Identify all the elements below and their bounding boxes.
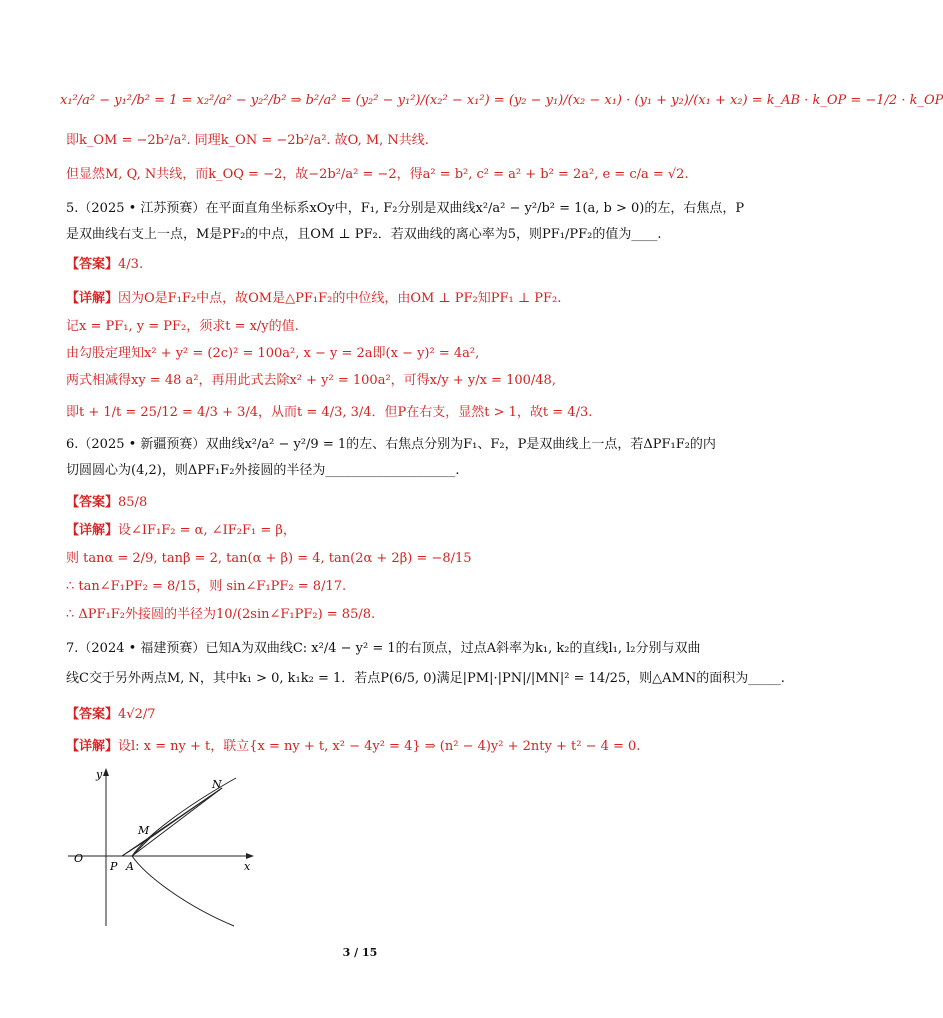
problem-5-detail-4: 两式相减得xy = 48 a²，再用此式去除x² + y² = 100a²，可得x/y + y/x = 100/48, [66,373,556,388]
answer-tag: 【答案】 [66,495,119,510]
detail-text: 设∠IF₁F₂ = α, ∠IF₂F₁ = β， [118,523,296,538]
label-y: y [96,768,103,781]
line-AN [132,788,222,856]
line-PN [122,788,222,856]
problem-5-line2: 是双曲线右支上一点，M是PF₂的中点，且OM ⊥ PF₂．若双曲线的离心率为5，则PF₁/PF₂的值为____. [66,227,662,242]
problem-7-detail-1 [66,738,660,756]
answer-tag: 【答案】 [66,257,119,272]
problem-6-detail-3: ∴ tan∠F₁PF₂ = 8/15，则 sin∠F₁PF₂ = 8/17. [66,579,347,594]
label-A: A [126,860,134,873]
problem-7-line2: 线C交于另外两点M, N，其中k₁ > 0, k₁k₂ = 1．若点P(6/5, 0)满足|PM|·|PN|/|MN|² = 14/25，则△AMN的面积为_____. [66,671,785,686]
problem-6-source: （2025 • 新疆预赛） [78,437,206,452]
y-axis-arrow [103,768,109,776]
label-N: N [212,778,222,791]
answer-value: 4/3. [118,257,144,272]
detail-text: 设l: x = ny + t，联立{x = ny + t, x² − 4y² = 4} ⇒ (n² − 4)y² + 2nty + t² − 4 = 0. [118,739,641,754]
problem-6-answer [66,494,660,512]
problem-5-text1: 在平面直角坐标系xOy中，F₁, F₂分别是双曲线x²/a² − y²/b² = 1(a, b > 0)的左，右焦点，P [205,201,745,216]
problem-7-line1 [66,640,701,658]
answer-value: 4√2/7 [118,707,156,722]
detail-tag: 【详解】 [66,523,119,538]
problem-5-number: 5. [66,201,79,216]
problem-5-line1 [66,200,745,218]
problem-6-number: 6. [66,437,79,452]
answer-tag: 【答案】 [66,707,119,722]
problem-5-answer [66,256,660,274]
problem-5-detail-5: 即t + 1/t = 25/12 = 4/3 + 3/4，从而t = 4/3, 3/4．但P在右支，显然t > 1，故t = 4/3. [66,405,593,420]
problem-6-line2: 切圆圆心为(4,2)，则ΔPF₁F₂外接圆的半径为____________________. [66,463,460,478]
label-O: O [74,852,84,865]
problem-5-source: （2025 • 江苏预赛） [78,201,206,216]
hyperbola-figure [66,766,266,932]
x-axis-arrow [246,853,254,859]
problem-7-text1: 已知A为双曲线C: x²/4 − y² = 1的右顶点，过点A斜率为k₁, k₂的直线l₁, l₂分别与双曲 [205,641,701,656]
detail-text: 因为O是F₁F₂中点，故OM是△PF₁F₂的中位线，由OM ⊥ PF₂知PF₁ ⊥ PF₂. [118,291,562,306]
problem-5-detail-2: 记x = PF₁, y = PF₂，须求t = x/y的值. [66,319,299,334]
problem-6-detail-4: ∴ ΔPF₁F₂外接圆的半径为10/(2sin∠F₁PF₂) = 85/8. [66,607,376,622]
problem-6-line1 [66,436,716,454]
top-formula: x₁²/a² − y₁²/b² = 1 = x₂²/a² − y₂²/b² ⇒ b²/a² = (y₂² − y₁²)/(x₂² − x₁²) = (y₂ − y₁)/(x₂ − x₁) · (y₁ + y₂)/(x₁ + x₂) = k_AB · k_OP = −1/2 · k_OP [60,93,943,108]
problem-6-detail-1 [66,522,660,540]
page-number: 3 / 15 [342,946,378,959]
problem-5-detail-3: 由勾股定理知x² + y² = (2c)² = 100a², x − y = 2a即(x − y)² = 4a², [66,346,480,361]
problem-7-answer [66,706,660,724]
kom-line: 即k_OM = −2b²/a². 同理k_ON = −2b²/a². 故O, M, N共线. [66,133,429,148]
detail-tag: 【详解】 [66,739,119,754]
problem-7-number: 7. [66,641,79,656]
problem-6-text1: 双曲线x²/a² − y²/9 = 1的左、右焦点分别为F₁、F₂，P是双曲线上一点，若ΔPF₁F₂的内 [205,437,716,452]
collinear-line: 但显然M, Q, N共线，而k_OQ = −2，故−2b²/a² = −2，得a² = b², c² = a² + b² = 2a², e = c/a = √2. [66,167,689,182]
label-P: P [110,860,118,873]
problem-5-detail-1 [66,290,660,308]
detail-tag: 【详解】 [66,291,119,306]
hyperbola-branch [132,778,236,926]
label-M: M [138,824,150,837]
answer-value: 85/8 [118,495,148,510]
label-x: x [244,860,251,873]
problem-7-source: （2024 • 福建预赛） [78,641,206,656]
problem-6-detail-2: 则 tanα = 2/9, tanβ = 2, tan(α + β) = 4, tan(2α + 2β) = −8/15 [66,551,472,566]
